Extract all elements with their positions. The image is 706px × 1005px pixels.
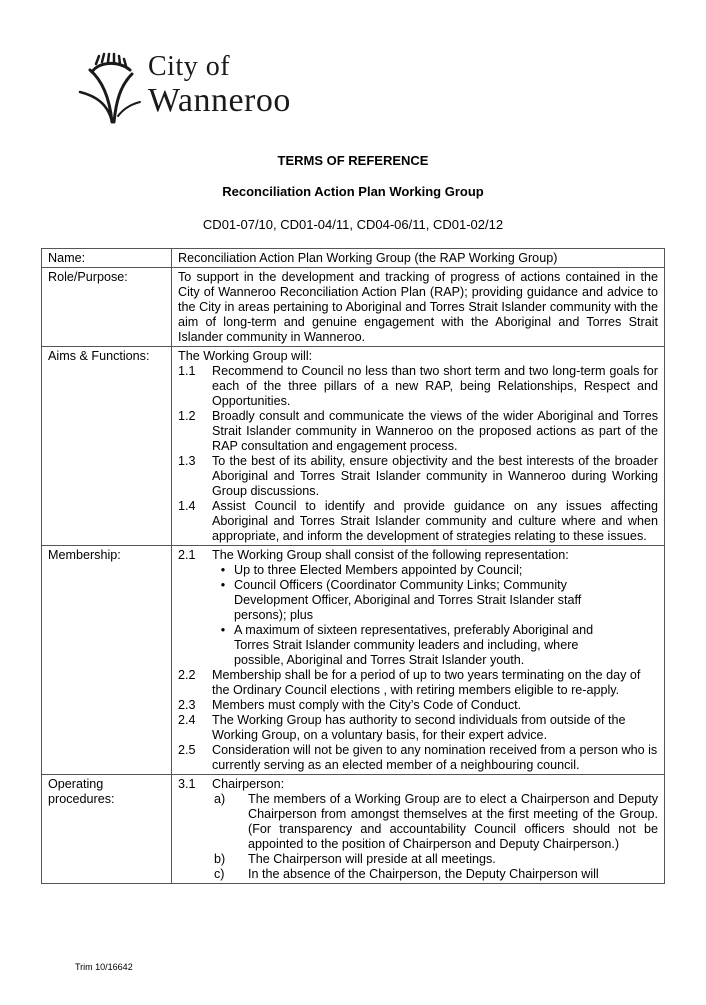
item-text: Consideration will not be given to any nomination received from a person who is currently serving as an elected member of a neighbouring council. <box>212 743 658 772</box>
item-text: Membership shall be for a period of up to two years terminating on the day of the Ordinary Council elections , with retiring members eligible to re-apply. <box>212 668 641 697</box>
sub-item-letter: c) <box>214 867 225 881</box>
sub-item <box>212 792 658 852</box>
table-row-membership <box>42 546 665 775</box>
item-text: The Working Group has authority to second individuals from outside of the Working Group, on a voluntary basis, for their expert advice. <box>212 713 626 742</box>
item-text: Broadly consult and communicate the views of the wider Aboriginal and Torres Strait Islander community in Wanneroo on the proposed actions as part of the RAP consultation and engagement process. <box>212 409 658 453</box>
list-item <box>178 499 658 544</box>
item-number: 1.1 <box>178 364 196 378</box>
table-row-operating <box>42 775 665 884</box>
sub-item-text: The members of a Working Group are to elect a Chairperson and Deputy Chairperson from amongst themselves at the first meeting of the Group. (For transparency and accountability Council officers should not be appointed to the position of Chairperson and Deputy Chairperson.) <box>248 792 658 851</box>
row-label: Role/Purpose: <box>42 268 172 347</box>
item-number: 2.3 <box>178 698 196 712</box>
list-item <box>178 364 658 409</box>
terms-table <box>41 248 665 884</box>
bullet-text: Up to three Elected Members appointed by Council; <box>234 563 523 577</box>
row-label: Name: <box>42 249 172 268</box>
kangaroo-paw-icon <box>74 52 144 126</box>
sub-item-letter: b) <box>214 852 226 866</box>
item-number: 2.5 <box>178 743 196 757</box>
document-subtitle: Reconciliation Action Plan Working Group <box>222 184 484 199</box>
item-number: 1.3 <box>178 454 196 468</box>
bullet-item <box>212 578 658 623</box>
row-label: Operating procedures: <box>42 775 172 884</box>
row-value: To support in the development and tracking of progress of actions contained in the City of Wanneroo Reconciliation Action Plan (RAP); providing guidance and advice to the City in areas pertaining to Aboriginal and Torres Strait Islander community with the aim of long-term and genuine engagement with the Aboriginal and Torres Strait Islander community in Wanneroo. <box>172 268 665 347</box>
list-item <box>178 698 658 713</box>
table-row-aims <box>42 347 665 546</box>
city-logo <box>74 52 334 126</box>
list-item <box>178 777 658 792</box>
bullet-item <box>212 623 658 668</box>
bullet-text: Council Officers (Coordinator Community Links; Community Development Officer, Aboriginal and Torres Strait Islander staff persons); plus <box>234 578 582 622</box>
item-number: 1.2 <box>178 409 196 423</box>
row-value <box>172 347 665 546</box>
item-text: Chairperson: <box>212 777 285 791</box>
item-text: Recommend to Council no less than two short term and two long-term goals for each of the three pillars of a new RAP, being Relationships, Respect and Opportunities. <box>212 364 658 408</box>
bullet-icon: • <box>220 578 226 592</box>
sub-item <box>212 852 658 867</box>
bullet-icon: • <box>220 563 226 577</box>
item-text: The Working Group shall consist of the following representation: <box>212 548 569 562</box>
table-row-role <box>42 268 665 347</box>
list-item <box>178 743 658 773</box>
aims-intro: The Working Group will: <box>178 349 313 363</box>
row-label: Aims & Functions: <box>42 347 172 546</box>
table-row-name <box>42 249 665 268</box>
sub-item <box>212 867 658 882</box>
item-number: 2.1 <box>178 548 196 562</box>
item-number: 1.4 <box>178 499 196 513</box>
item-text: Assist Council to identify and provide guidance on any issues affecting Aboriginal and Torres Strait Islander community and culture where and when appropriate, and inform the development of strategies relating to these issues. <box>212 499 658 543</box>
logo-text-wanneroo: Wanneroo <box>148 82 291 119</box>
item-number: 2.2 <box>178 668 196 682</box>
item-number: 3.1 <box>178 777 196 791</box>
item-text: Members must comply with the City’s Code of Conduct. <box>212 698 522 712</box>
list-item <box>178 454 658 499</box>
row-value: Reconciliation Action Plan Working Group (the RAP Working Group) <box>172 249 665 268</box>
document-references: CD01-07/10, CD01-04/11, CD04-06/11, CD01-02/12 <box>202 217 504 232</box>
bullet-item <box>212 563 658 578</box>
sub-item-text: The Chairperson will preside at all meetings. <box>248 852 496 866</box>
row-label: Membership: <box>42 546 172 775</box>
logo-text-city-of: City of <box>148 51 231 82</box>
item-text: To the best of its ability, ensure objectivity and the best interests of the broader Aboriginal and Torres Strait Islander community in Wanneroo during Working Group discussions. <box>212 454 658 498</box>
sub-item-text: In the absence of the Chairperson, the Deputy Chairperson will <box>248 867 599 881</box>
bullet-icon: • <box>220 623 226 637</box>
list-item <box>178 548 658 563</box>
document-title: TERMS OF REFERENCE <box>277 153 429 168</box>
list-item <box>178 713 658 743</box>
bullet-text: A maximum of sixteen representatives, preferably Aboriginal and Torres Strait Islander community leaders and including, where possible, Aboriginal and Torres Strait Islander youth. <box>234 623 594 667</box>
footer-trim-reference: Trim 10/16642 <box>75 962 133 972</box>
list-item <box>178 409 658 454</box>
row-value <box>172 546 665 775</box>
item-number: 2.4 <box>178 713 196 727</box>
row-value <box>172 775 665 884</box>
sub-item-letter: a) <box>214 792 226 806</box>
list-item <box>178 668 658 698</box>
